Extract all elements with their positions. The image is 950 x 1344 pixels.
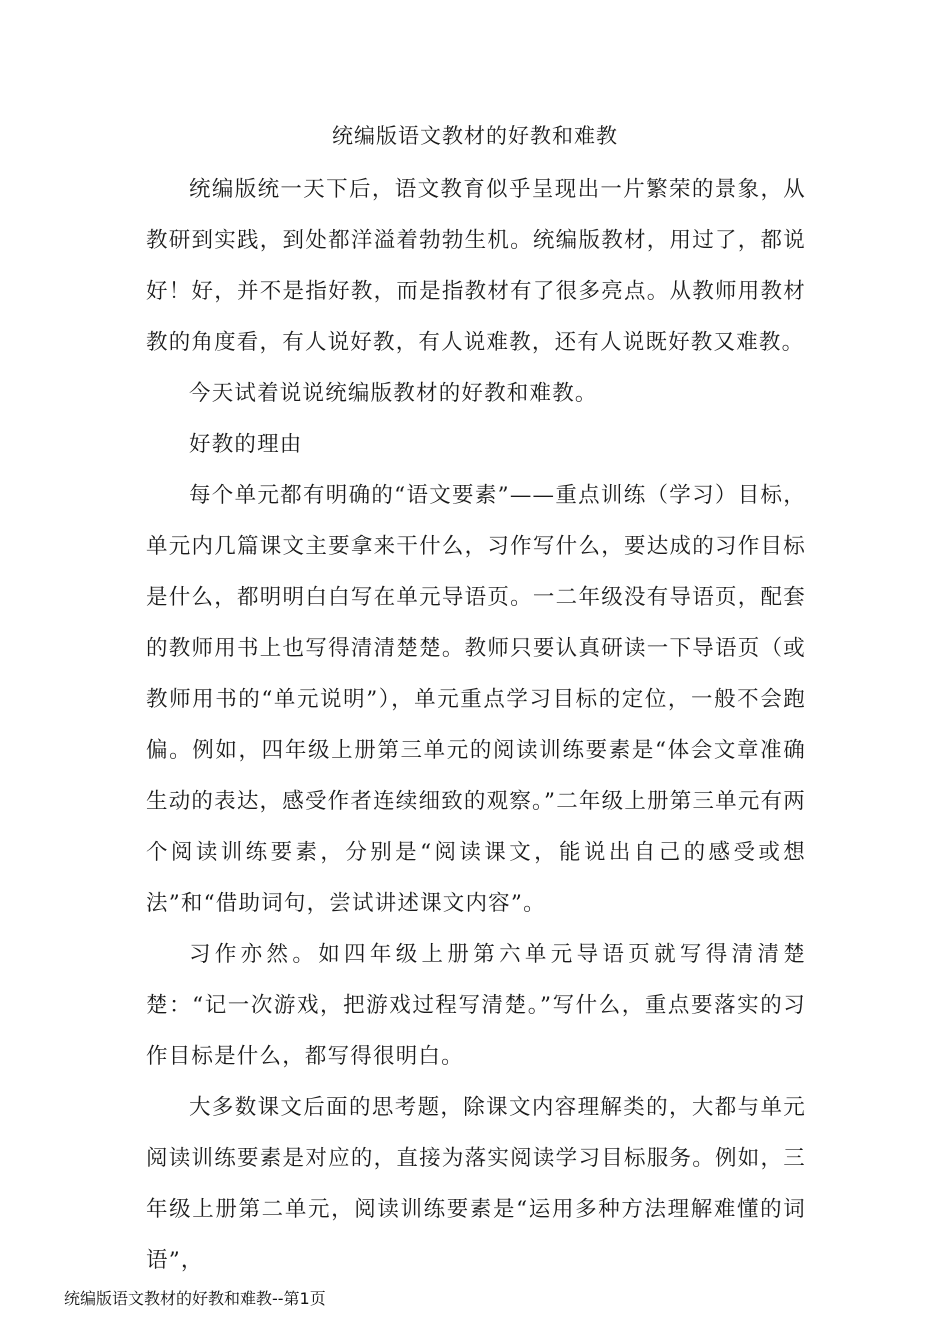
paragraph-topic: 今天试着说说统编版教材的好教和难教。 — [189, 381, 598, 406]
paragraph-writing: 习作亦然。如四年级上册第六单元导语页就写得清清楚楚：“记一次游戏，把游戏过程写清楚。”写什么，重点要落实的习作目标是什么，都写得很明白。 — [146, 942, 806, 1069]
paragraph-language-elements: 每个单元都有明确的“语文要素”——重点训练（学习）目标，单元内几篇课文主要拿来干什么，习作写什么，要达成的习作目标是什么，都明明白白写在单元导语页。一二年级没有导语页，配套的教师用书上也写得清清楚楚。教师只要认真研读一下导语页（或教师用书的“单元说明”），单元重点学习目标的定位，一般不会跑偏。例如，四年级上册第三单元的阅读训练要素是“体会文章准确生动的表达，感受作者连续细致的观察。”二年级上册第三单元有两个阅读训练要素，分别是“阅读课文，能说出自己的感受或想法”和“借助词句，尝试讲述课文内容”。 — [146, 483, 806, 916]
page-footer: 统编版语文教材的好教和难教--第1页 — [64, 1289, 326, 1308]
paragraph-intro: 统编版统一天下后，语文教育似乎呈现出一片繁荣的景象，从教研到实践，到处都洋溢着勃勃生机。统编版教材，用过了，都说好！好，并不是指好教，而是指教材有了很多亮点。从教师用教材教的角度看，有人说好教，有人说难教，还有人说既好教又难教。 — [146, 177, 806, 355]
document-body — [146, 164, 806, 1286]
page-title: 统编版语文教材的好教和难教 — [332, 124, 618, 148]
paragraph-questions: 大多数课文后面的思考题，除课文内容理解类的，大都与单元阅读训练要素是对应的，直接为落实阅读学习目标服务。例如，三年级上册第二单元，阅读训练要素是“运用多种方法理解难懂的词语”， — [146, 1095, 806, 1273]
section-heading: 好教的理由 — [189, 432, 303, 457]
